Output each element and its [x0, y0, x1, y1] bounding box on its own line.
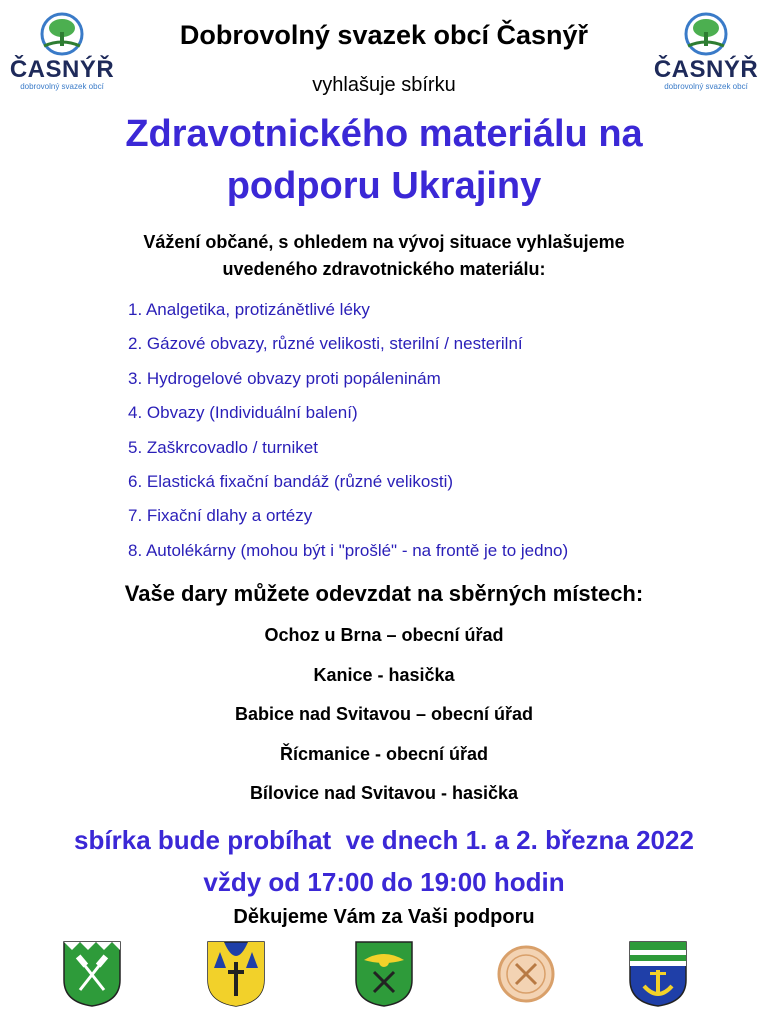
title-line: podporu Ukrajiny — [226, 165, 542, 207]
crest-bird-icon — [354, 940, 414, 1008]
intro-text — [40, 229, 728, 283]
list-item: 2. Gázové obvazy, různé velikosti, sterilní / nesterilní — [128, 334, 523, 354]
collection-place: Ochoz u Brna – obecní úřad — [264, 625, 504, 645]
list-item: 8. Autolékárny (mohou být i "prošlé" - na frontě je to jedno) — [128, 540, 569, 560]
announcement-text: vyhlašuje sbírku — [312, 74, 456, 96]
tree-emblem-icon — [682, 12, 730, 56]
crest-seal-icon — [496, 940, 556, 1008]
crest-anchor-icon — [628, 940, 688, 1008]
intro-line: uvedeného zdravotnického materiálu: — [222, 259, 546, 279]
main-title — [40, 108, 728, 212]
logo-name: ČASNÝŘ — [653, 56, 759, 83]
collection-place: Bílovice nad Svitavou - hasička — [249, 783, 519, 804]
intro-line: Vážení občané, s ohledem na vývoj situace vyhlašujeme — [143, 232, 625, 252]
list-item: 5. Zaškrcovadlo / turniket — [128, 437, 318, 457]
logo-subtitle: dobrovolný svazek obcí — [20, 82, 104, 91]
collection-place: Řícmanice - obecní úřad — [279, 743, 489, 764]
schedule-line: sbírka bude probíhat ve dnech 1. a 2. března 2022 — [74, 825, 694, 855]
casnyr-logo-right — [646, 12, 766, 104]
municipal-crests-row — [0, 940, 768, 1010]
collection-place: Kanice - hasička — [313, 664, 455, 685]
schedule-text — [20, 819, 748, 903]
crest-hammers-icon — [62, 940, 122, 1008]
title-line: Zdravotnického materiálu na — [125, 113, 643, 155]
logo-subtitle: dobrovolný svazek obcí — [664, 82, 748, 91]
thanks-text: Děkujeme Vám za Vaši podporu — [233, 906, 535, 928]
casnyr-logo-left — [2, 12, 122, 104]
crest-trees-cross-icon — [206, 940, 266, 1008]
collection-places-list — [0, 620, 768, 818]
list-item: 1. Analgetika, protizánětlivé léky — [128, 300, 370, 319]
logo-name: ČASNÝŘ — [9, 56, 115, 83]
list-item: 3. Hydrogelové obvazy proti popáleninám — [128, 368, 441, 388]
material-list — [128, 296, 748, 571]
list-item: 7. Fixační dlahy a ortézy — [128, 506, 313, 526]
collection-place: Babice nad Svitavou – obecní úřad — [234, 704, 534, 725]
schedule-line: vždy od 17:00 do 19:00 hodin — [203, 867, 565, 897]
organization-name: Dobrovolný svazek obcí Časnýř — [179, 20, 589, 50]
list-item: 6. Elastická fixační bandáž (různé velikosti) — [128, 471, 454, 491]
list-item: 4. Obvazy (Individuální balení) — [128, 403, 358, 423]
tree-emblem-icon — [38, 12, 86, 56]
collection-heading: Vaše dary můžete odevzdat na sběrných místech: — [124, 581, 644, 606]
